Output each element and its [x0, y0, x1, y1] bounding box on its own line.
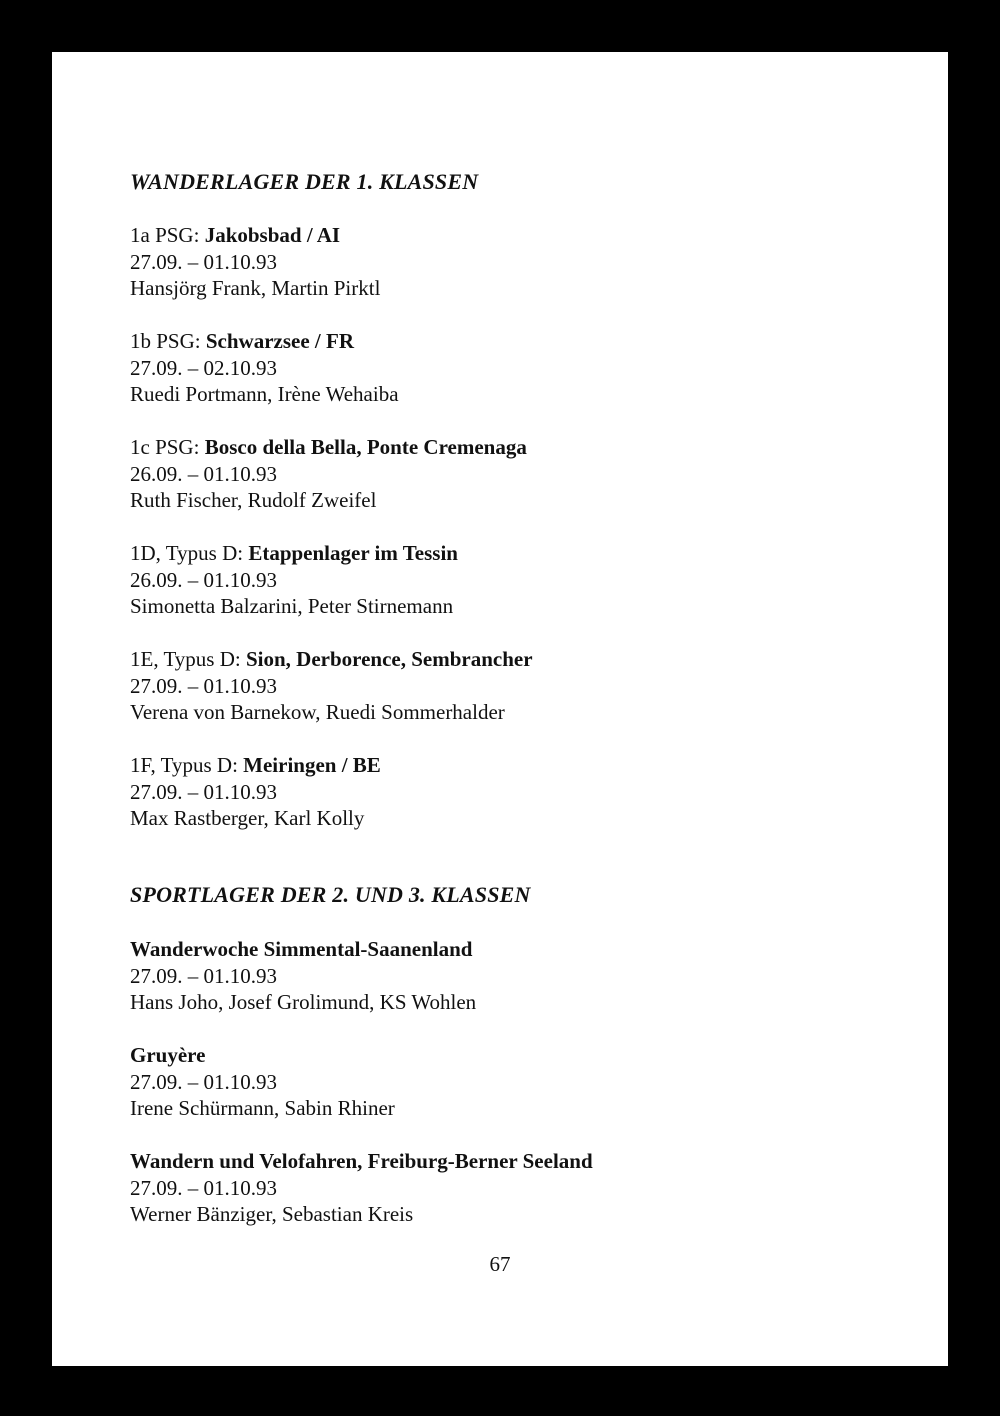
- class-prefix: 1E, Typus D:: [130, 647, 246, 671]
- camp-leaders: Simonetta Balzarini, Peter Stirnemann: [130, 594, 454, 618]
- camp-location: Etappenlager im Tessin: [248, 541, 458, 565]
- camp-dates: 27.09. – 01.10.93: [130, 779, 277, 804]
- camp-entry: [130, 222, 380, 302]
- class-prefix: 1a PSG:: [130, 223, 205, 247]
- class-prefix: 1D, Typus D:: [130, 541, 249, 565]
- camp-location: Sion, Derborence, Sembrancher: [245, 647, 533, 671]
- camp-dates: 27.09. – 01.10.93: [130, 1069, 277, 1094]
- camp-leaders: Irene Schürmann, Sabin Rhiner: [130, 1096, 395, 1120]
- camp-dates: 27.09. – 01.10.93: [130, 963, 277, 988]
- camp-entry: [130, 646, 533, 726]
- camp-leaders: Hans Joho, Josef Grolimund, KS Wohlen: [130, 990, 477, 1014]
- camp-leaders: Werner Bänziger, Sebastian Kreis: [130, 1202, 414, 1226]
- camp-entry: [130, 752, 381, 832]
- camp-leaders: Ruth Fischer, Rudolf Zweifel: [130, 488, 377, 512]
- camp-location: Gruyère: [130, 1043, 206, 1067]
- camp-dates: 27.09. – 02.10.93: [130, 355, 277, 380]
- document-page: [52, 52, 948, 1366]
- class-prefix: 1F, Typus D:: [130, 753, 244, 777]
- section-heading-wanderlager: WANDERLAGER DER 1. KLASSEN: [130, 169, 479, 194]
- camp-entry: [130, 434, 527, 514]
- camp-leaders: Max Rastberger, Karl Kolly: [130, 806, 365, 830]
- camp-dates: 27.09. – 01.10.93: [130, 249, 277, 274]
- camp-dates: 27.09. – 01.10.93: [130, 1175, 277, 1200]
- page-number: 67: [489, 1252, 511, 1276]
- class-prefix: 1b PSG:: [130, 329, 206, 353]
- camp-location: Bosco della Bella, Ponte Cremenaga: [204, 435, 527, 459]
- camp-location: Schwarzsee / FR: [205, 329, 354, 353]
- camp-leaders: Ruedi Portmann, Irène Wehaiba: [130, 382, 399, 406]
- camp-location: Wandern und Velofahren, Freiburg-Berner Seeland: [130, 1149, 593, 1173]
- camp-leaders: Verena von Barnekow, Ruedi Sommerhalder: [130, 700, 505, 724]
- section-heading-sportlager: SPORTLAGER DER 2. UND 3. KLASSEN: [130, 882, 531, 907]
- camp-dates: 26.09. – 01.10.93: [130, 461, 277, 486]
- camp-entry: [130, 1148, 593, 1228]
- camp-location: Wanderwoche Simmental-Saanenland: [130, 937, 473, 961]
- camp-leaders: Hansjörg Frank, Martin Pirktl: [130, 276, 381, 300]
- camp-location: Jakobsbad / AI: [204, 223, 341, 247]
- camp-entry: [130, 1042, 395, 1122]
- camp-entry: [130, 540, 458, 620]
- class-prefix: 1c PSG:: [130, 435, 205, 459]
- camp-entry: [130, 936, 476, 1016]
- camp-dates: 26.09. – 01.10.93: [130, 567, 277, 592]
- camp-dates: 27.09. – 01.10.93: [130, 673, 277, 698]
- camp-entry: [130, 328, 399, 408]
- camp-location: Meiringen / BE: [243, 753, 381, 777]
